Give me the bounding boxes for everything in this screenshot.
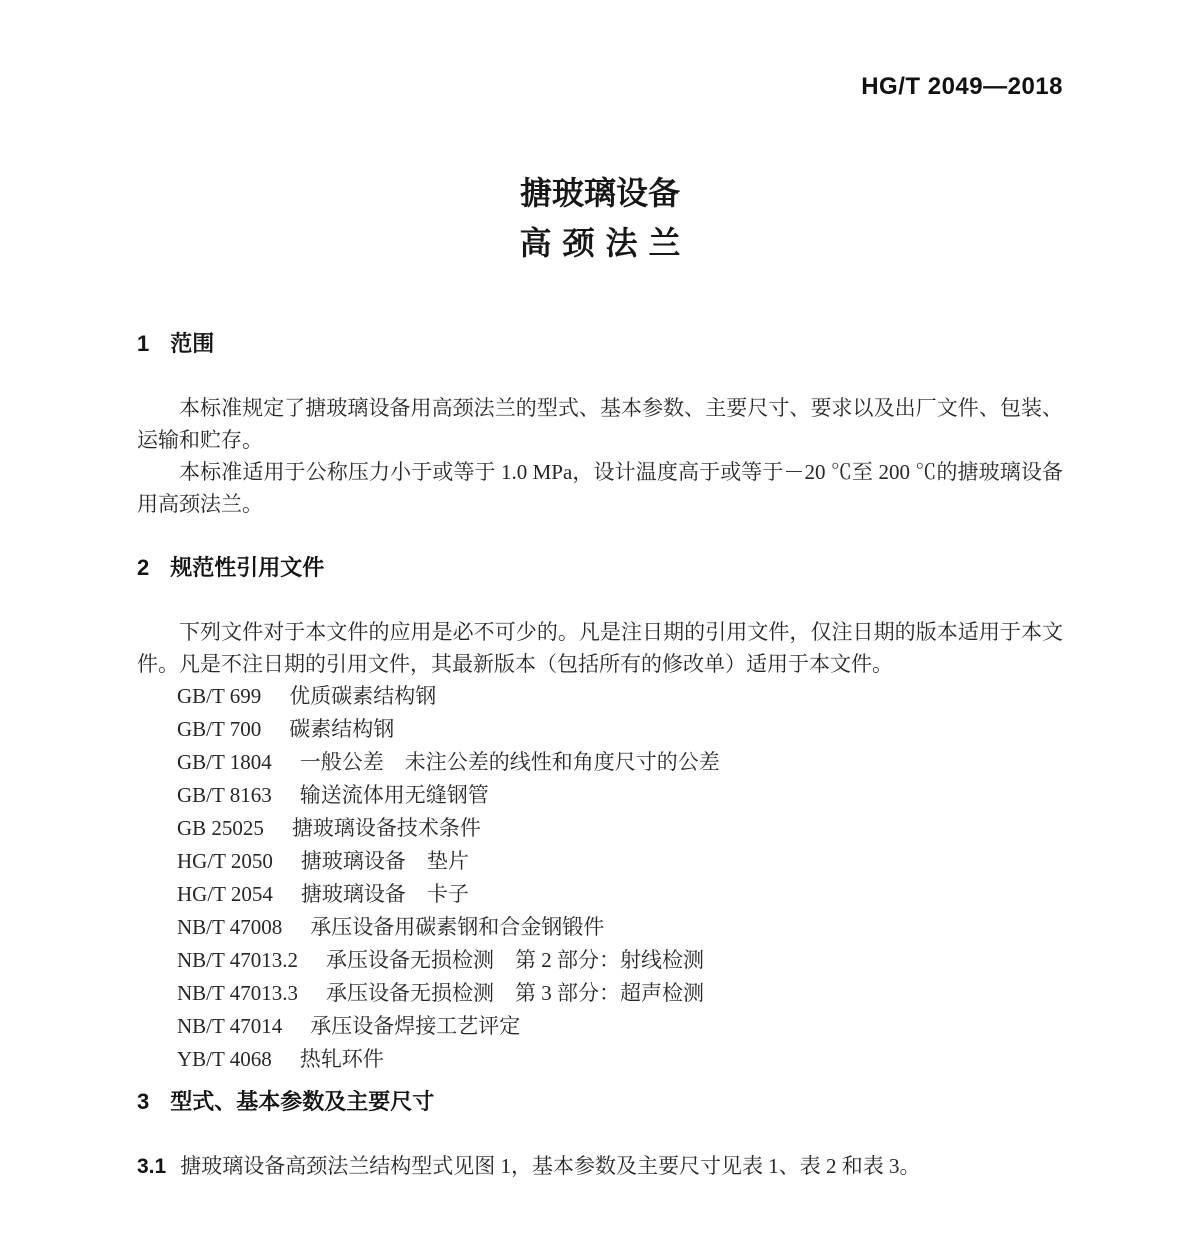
reference-code: GB/T 1804 (177, 750, 272, 774)
section-3-title: 型式、基本参数及主要尺寸 (170, 1089, 435, 1114)
section-1-heading (137, 330, 1063, 358)
reference-code: GB/T 700 (177, 717, 262, 741)
section-3-heading (137, 1088, 1063, 1116)
reference-item (177, 812, 1063, 845)
reference-item (177, 944, 1063, 977)
reference-title: 一般公差 未注公差的线性和角度尺寸的公差 (299, 750, 720, 774)
reference-item (177, 977, 1063, 1010)
reference-title: 碳素结构钢 (289, 717, 395, 741)
reference-code: NB/T 47013.3 (177, 981, 298, 1005)
doc-number: HG/T 2049—2018 (861, 73, 1063, 100)
reference-item (177, 713, 1063, 746)
reference-code: NB/T 47008 (177, 915, 283, 939)
scope-paragraph-2: 本标准适用于公称压力小于或等于 1.0 MPa，设计温度高于或等于－20 ℃至 200 ℃的搪玻璃设备用高颈法兰。 (137, 460, 1063, 516)
normative-refs-intro: 下列文件对于本文件的应用是必不可少的。凡是注日期的引用文件，仅注日期的版本适用于本文件。凡是不注日期的引用文件，其最新版本（包括所有的修改单）适用于本文件。 (137, 620, 1063, 676)
reference-code: NB/T 47013.2 (177, 948, 298, 972)
reference-list (137, 680, 1063, 1076)
reference-code: NB/T 47014 (177, 1014, 283, 1038)
reference-title: 承压设备无损检测 第 3 部分：超声检测 (325, 981, 704, 1005)
reference-title: 搪玻璃设备技术条件 (291, 816, 481, 840)
section-1-number: 1 (137, 331, 150, 356)
doc-title (137, 168, 1063, 268)
section-1-title: 范围 (170, 331, 215, 356)
section-2-heading (137, 554, 1063, 582)
reference-title: 热轧环件 (299, 1047, 384, 1071)
reference-item (177, 779, 1063, 812)
reference-item (177, 680, 1063, 713)
clause-3-1-text: 搪玻璃设备高颈法兰结构型式见图 1，基本参数及主要尺寸见表 1、表 2 和表 3。 (180, 1154, 921, 1178)
reference-item (177, 1010, 1063, 1043)
reference-item (177, 911, 1063, 944)
scope-paragraph-1: 本标准规定了搪玻璃设备用高颈法兰的型式、基本参数、主要尺寸、要求以及出厂文件、包装、运输和贮存。 (137, 396, 1063, 452)
reference-item (177, 878, 1063, 911)
reference-title: 输送流体用无缝钢管 (299, 783, 489, 807)
doc-title-line2: 高颈法兰 (519, 225, 692, 261)
reference-code: YB/T 4068 (177, 1047, 272, 1071)
reference-code: GB/T 8163 (177, 783, 272, 807)
clause-3-1-number: 3.1 (137, 1155, 167, 1178)
section-2-title: 规范性引用文件 (170, 555, 325, 580)
reference-code: GB/T 699 (177, 684, 262, 708)
reference-item (177, 746, 1063, 779)
reference-code: HG/T 2054 (177, 882, 273, 906)
reference-item (177, 845, 1063, 878)
reference-item (177, 1043, 1063, 1076)
reference-title: 承压设备无损检测 第 2 部分：射线检测 (325, 948, 704, 972)
reference-title: 承压设备用碳素钢和合金钢锻件 (310, 915, 605, 939)
doc-title-line1: 搪玻璃设备 (519, 175, 680, 211)
clause-3-1 (137, 1150, 1063, 1183)
reference-title: 优质碳素结构钢 (289, 684, 437, 708)
reference-title: 搪玻璃设备 卡子 (300, 882, 469, 906)
section-3-number: 3 (137, 1089, 150, 1114)
reference-code: GB 25025 (177, 816, 264, 840)
reference-title: 搪玻璃设备 垫片 (300, 849, 469, 873)
reference-code: HG/T 2050 (177, 849, 273, 873)
section-2-number: 2 (137, 555, 150, 580)
reference-title: 承压设备焊接工艺评定 (310, 1014, 521, 1038)
